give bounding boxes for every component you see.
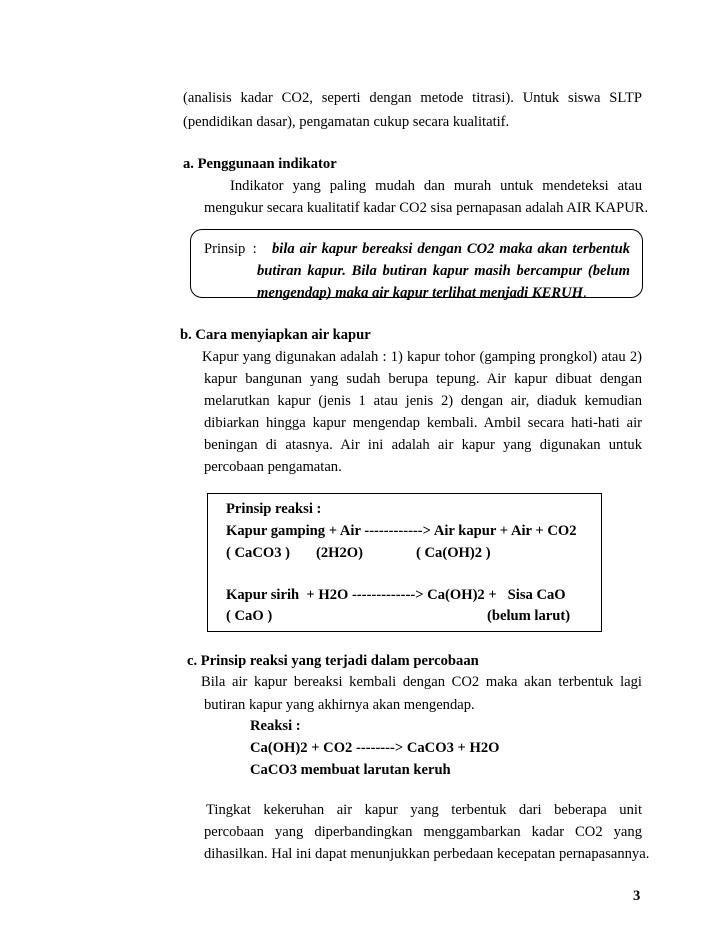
- reaction-formula-caco3: ( CaCO3 ): [226, 545, 291, 561]
- principle-label: Prinsip :: [204, 241, 257, 257]
- reaction-equation-1: Kapur gamping + Air ------------> Air kapur + Air + CO2: [226, 523, 577, 539]
- section-a-heading: a. Penggunaan indikator: [183, 156, 337, 172]
- section-b-line-6: percobaan pengamatan.: [204, 459, 342, 475]
- reaction-formula-h2o: (2H2O): [316, 545, 364, 561]
- section-b-line-1: Kapur yang digunakan adalah : 1) kapur tohor (gamping prongkol) atau 2): [202, 349, 642, 365]
- section-b-line-3: melarutkan kapur (jenis 1 atau jenis 2) dengan air, diaduk kemudian: [204, 393, 642, 409]
- principle-line-3: mengendap) maka air kapur terlihat menjadi KERUH.: [257, 285, 587, 301]
- closing-line-2: percobaan yang diperbandingkan menggambarkan kadar CO2 yang: [204, 824, 642, 840]
- section-a-line-1: Indikator yang paling mudah dan murah untuk mendeteksi atau: [230, 178, 642, 194]
- reaction-equation-2: Kapur sirih + H2O -------------> Ca(OH)2 + Sisa CaO: [226, 587, 566, 603]
- section-b-line-5: beningan di atasnya. Air ini adalah air kapur yang digunakan untuk: [204, 437, 642, 453]
- section-c-line-1: Bila air kapur bereaksi kembali dengan CO2 maka akan terbentuk lagi: [201, 674, 642, 690]
- reaction-title: Prinsip reaksi :: [226, 501, 322, 517]
- reaction-formula-note: (belum larut): [487, 608, 571, 624]
- principle-line-1: bila air kapur bereaksi dengan CO2 maka akan terbentuk: [272, 241, 630, 257]
- section-b-line-4: dibiarkan hingga kapur mengendap kembali. Ambil secara hati-hati air: [204, 415, 642, 431]
- section-b-heading: b. Cara menyiapkan air kapur: [180, 327, 371, 343]
- section-c-line-2: butiran kapur yang akhirnya akan mengendap.: [204, 697, 475, 713]
- reaksi-note: CaCO3 membuat larutan keruh: [250, 762, 451, 778]
- page-number: 3: [633, 888, 641, 904]
- reaction-formula-caoh2: ( Ca(OH)2 ): [416, 545, 491, 561]
- section-c-heading: c. Prinsip reaksi yang terjadi dalam percobaan: [187, 653, 479, 669]
- closing-line-1: Tingkat kekeruhan air kapur yang terbentuk dari beberapa unit: [206, 802, 642, 818]
- intro-line-2: (pendidikan dasar), pengamatan cukup secara kualitatif.: [183, 114, 510, 130]
- reaction-formula-cao: ( CaO ): [226, 608, 273, 624]
- section-b-line-2: kapur bangunan yang sudah berupa tepung. Air kapur dibuat dengan: [204, 371, 642, 387]
- reaksi-label: Reaksi :: [250, 718, 301, 734]
- principle-line-2: butiran kapur. Bila butiran kapur masih bercampur (belum: [257, 263, 630, 279]
- closing-line-3: dihasilkan. Hal ini dapat menunjukkan perbedaan kecepatan pernapasannya.: [204, 846, 650, 862]
- intro-line-1: (analisis kadar CO2, seperti dengan metode titrasi). Untuk siswa SLTP: [183, 90, 642, 106]
- reaksi-equation: Ca(OH)2 + CO2 --------> CaCO3 + H2O: [250, 740, 500, 756]
- section-a-line-2: mengukur secara kualitatif kadar CO2 sisa pernapasan adalah AIR KAPUR.: [204, 200, 649, 216]
